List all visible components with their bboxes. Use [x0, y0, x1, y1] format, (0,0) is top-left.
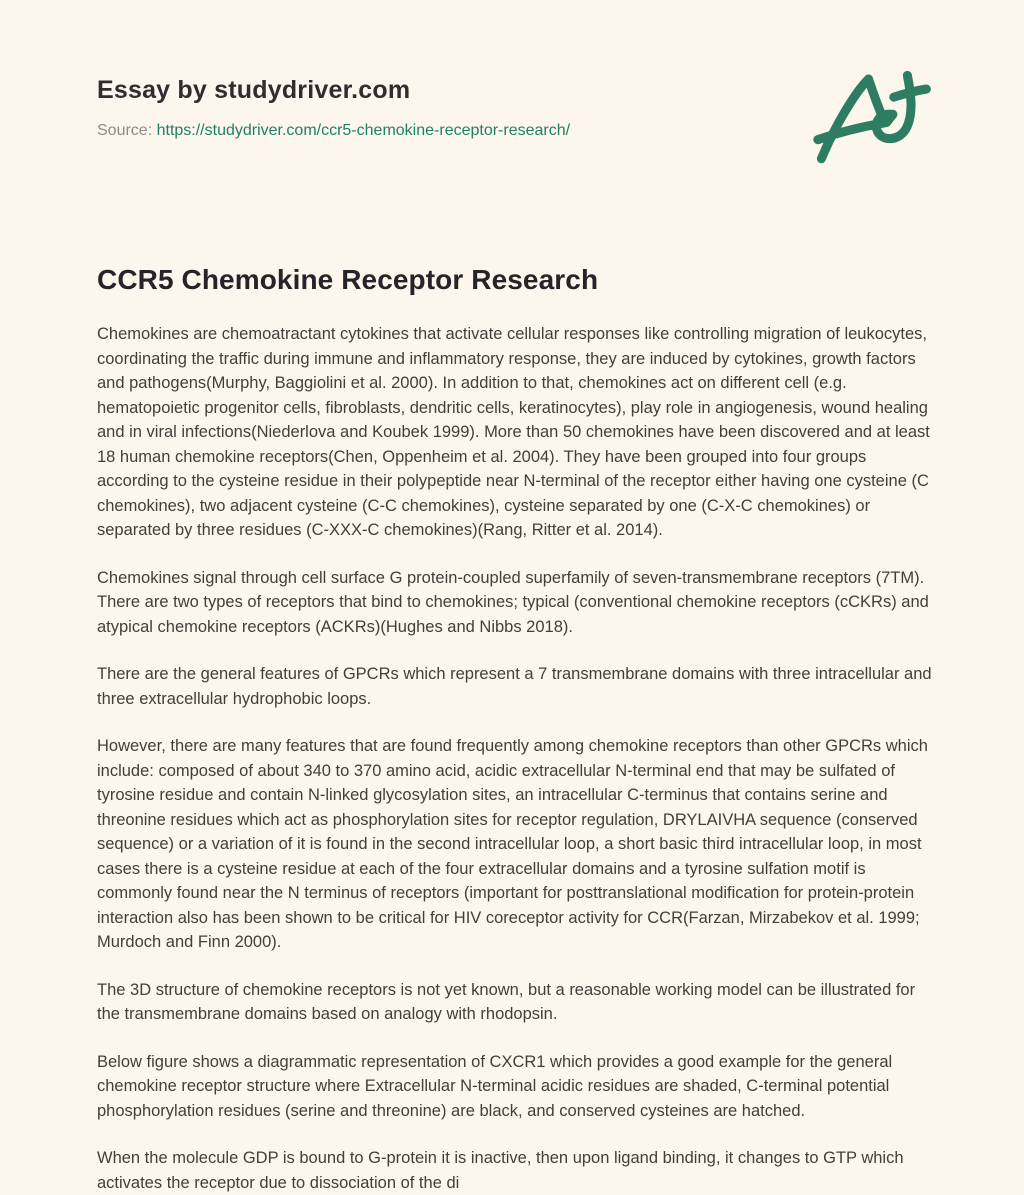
- paragraph-3: There are the general features of GPCRs which represent a 7 transmembrane domains with three intracellular and three extracellular hydrophobic loops.: [97, 665, 932, 708]
- paragraph-1: Chemokines are chemoatractant cytokines that activate cellular responses like controlling migration of leukocytes, coordinating the traffic during immune and inflammatory response, they are induced by cytokines, growth factors and pathogens(Murphy, Baggiolini et al. 2000). In addition to that, chemokines act on different cell (e.g. hematopoietic progenitor cells, fibroblasts, dendritic cells, keratinocytes), play role in angiogenesis, wound healing and in viral infections(Niederlova and Koubek 1999). More than 50 chemokines have been discovered and at least 18 human chemokine receptors(Chen, Oppenheim et al. 2004). They have been grouped into four groups according to the cysteine residue in their polypeptide near N-terminal of the receptor either having one cysteine (C chemokines), two adjacent cysteine (C-C chemokines), cysteine separated by one (C-X-C chemokines) or separated by three residues (C-XXX-C chemokines)(Rang, Ritter et al. 2014).: [97, 325, 930, 539]
- paragraph-5: The 3D structure of chemokine receptors is not yet known, but a reasonable working model can be illustrated for the transmembrane domains based on analogy with rhodopsin.: [97, 980, 916, 1023]
- a-plus-logo-icon: [814, 70, 932, 165]
- source-line: [97, 122, 570, 140]
- page-header: [97, 72, 932, 170]
- article-title: CCR5 Chemokine Receptor Research: [97, 264, 599, 295]
- studydriver-logo: [814, 70, 932, 170]
- source-url-link[interactable]: https://studydriver.com/ccr5-chemokine-receptor-research/: [156, 122, 571, 139]
- article-body: [97, 322, 932, 1195]
- site-title: Essay by studydriver.com: [97, 76, 411, 104]
- paragraph-2: Chemokines signal through cell surface G protein-coupled superfamily of seven-transmembrane receptors (7TM). There are two types of receptors that bind to chemokines; typical (conventional chemokine receptors (cCKRs) and atypical chemokine receptors (ACKRs)(Hughes and Nibbs 2018).: [97, 568, 929, 636]
- paragraph-4: However, there are many features that are found frequently among chemokine receptors than other GPCRs which include: composed of about 340 to 370 amino acid, acidic extracellular N-terminal end that may be sulfated of tyrosine residue and contain N-linked glycosylation sites, an intracellular C-terminus that contains serine and threonine residues which act as phosphorylation sites for receptor regulation, DRYLAIVHA sequence (conserved sequence) or a variation of it is found in the second intracellular loop, a short basic third intracellular loop, in most cases there is a cysteine residue at each of the four extracellular domains and a tyrosine sulfation motif is commonly found near the N terminus of receptors (important for posttranslational modification for protein-protein interaction also has been shown to be critical for HIV coreceptor activity for CCR(Farzan, Mirzabekov et al. 1999; Murdoch and Finn 2000).: [97, 737, 928, 951]
- paragraph-6: Below figure shows a diagrammatic representation of CXCR1 which provides a good example for the general chemokine receptor structure where Extracellular N-terminal acidic residues are shaded, C-terminal potential phosphorylation residues (serine and threonine) are black, and conserved cysteines are hatched.: [97, 1052, 893, 1120]
- source-label: Source:: [97, 122, 153, 139]
- paragraph-7: When the molecule GDP is bound to G-protein it is inactive, then upon ligand binding, it changes to GTP which activates the receptor due to dissociation of the di: [97, 1149, 904, 1192]
- header-text-block: [97, 72, 570, 140]
